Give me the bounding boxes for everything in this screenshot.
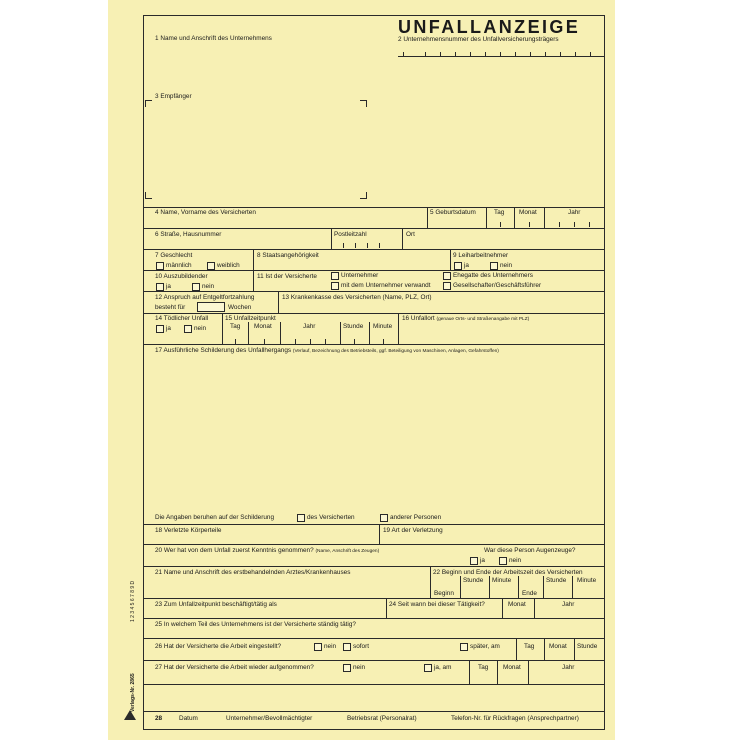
field-3-label: 3 Empfänger — [155, 93, 192, 100]
eingestellt-sofort-checkbox[interactable] — [343, 643, 351, 651]
birth-year-label: Jahr — [568, 209, 581, 216]
field-1-label: 1 Name und Anschrift des Unternehmens — [155, 35, 272, 42]
end-hour-label: Stunde — [546, 577, 567, 584]
field-11-label: 11 Ist der Versicherte — [257, 273, 317, 280]
since-month-label: Monat — [508, 601, 526, 608]
aufgenommen-ja-checkbox[interactable] — [424, 664, 432, 672]
eingestellt-sofort-label: sofort — [353, 643, 369, 650]
leiharbeitnehmer-nein-label: nein — [500, 262, 513, 269]
field-16-note: (genaue Orts- und Straßenangabe mit PLZ) — [436, 317, 530, 322]
leiharbeitnehmer-ja-label: ja — [464, 262, 469, 269]
augenzeuge-label: War diese Person Augenzeuge? — [484, 547, 576, 554]
field-17-note: (Verlauf, Bezeichnung des Betriebsteils, ggf. Beteiligung von Maschinen, Anlagen, Gefahrstoffen) — [292, 349, 499, 354]
since-year-label: Jahr — [562, 601, 575, 608]
unternehmer-checkbox[interactable] — [331, 272, 339, 280]
publisher-logo — [124, 710, 136, 720]
eingestellt-spaeter-checkbox[interactable] — [460, 643, 468, 651]
publisher-number: Verlags-Nr. 2865 — [130, 673, 136, 712]
toedlich-ja-checkbox[interactable] — [156, 325, 164, 333]
toedlich-nein-checkbox[interactable] — [184, 325, 192, 333]
field-20-label: 20 Wer hat von dem Unfall zuerst Kenntnis genommen? (Name, Anschrift des Zeugen) — [155, 547, 380, 554]
stopped-month-label: Monat — [549, 643, 567, 650]
ehegatte-label: Ehegatte des Unternehmers — [453, 272, 533, 279]
birth-month-label: Monat — [519, 209, 537, 216]
accident-year-label: Jahr — [303, 323, 316, 330]
field-4-label: 4 Name, Vorname des Versicherten — [155, 209, 256, 216]
telefon-label: Telefon-Nr. für Rückfragen (Ansprechpartner) — [451, 715, 579, 722]
field-2-line — [398, 56, 605, 57]
field-8-label: 8 Staatsangehörigkeit — [257, 252, 319, 259]
augenzeuge-nein-label: nein — [509, 557, 522, 564]
field-20-note: (Name, Anschrift des Zeugen) — [315, 549, 380, 554]
besteht-fuer-label: besteht für — [155, 304, 186, 311]
betriebsrat-label: Betriebsrat (Personalrat) — [347, 715, 417, 722]
ehegatte-checkbox[interactable] — [443, 272, 451, 280]
field-10-label: 10 Auszubildender — [155, 273, 208, 280]
stopped-hour-label: Stunde — [577, 643, 598, 650]
beginn-label: Beginn — [434, 590, 454, 597]
resumed-day-label: Tag — [478, 664, 489, 671]
field-19-label: 19 Art der Verletzung — [383, 527, 443, 534]
gesellschafter-checkbox[interactable] — [443, 282, 451, 290]
augenzeuge-nein-checkbox[interactable] — [499, 557, 507, 565]
field-6-label: 6 Straße, Hausnummer — [155, 231, 222, 238]
resumed-year-label: Jahr — [562, 664, 575, 671]
start-minute-label: Minute — [492, 577, 512, 584]
unternehmer-label: Unternehmer — [341, 272, 379, 279]
field-2-label: 2 Unternehmensnummer des Unfallversicherungsträgers — [398, 36, 559, 43]
eingestellt-spaeter-label: später, am — [470, 643, 500, 650]
field-9-label: 9 Leiharbeitnehmer — [453, 252, 509, 259]
field-14-label: 14 Tödlicher Unfall — [155, 315, 209, 322]
azubi-ja-label: ja — [166, 283, 171, 290]
field-13-label: 13 Krankenkasse des Versicherten (Name, PLZ, Ort) — [282, 294, 432, 301]
verwandt-label: mit dem Unternehmer verwandt — [341, 282, 431, 289]
male-label: männlich — [166, 262, 192, 269]
field-21-label: 21 Name und Anschrift des erstbehandelnden Arztes/Krankenhauses — [155, 569, 351, 576]
field-15-label: 15 Unfallzeitpunkt — [225, 315, 276, 322]
field-5-label: 5 Geburtsdatum — [430, 209, 476, 216]
aufgenommen-ja-label: ja, am — [434, 664, 452, 671]
birth-day-label: Tag — [494, 209, 505, 216]
toedlich-nein-label: nein — [194, 325, 207, 332]
resumed-month-label: Monat — [503, 664, 521, 671]
field-22-label: 22 Beginn und Ende der Arbeitszeit des Versicherten — [433, 569, 583, 576]
toedlich-ja-label: ja — [166, 325, 171, 332]
verwandt-checkbox[interactable] — [331, 282, 339, 290]
azubi-nein-checkbox[interactable] — [192, 283, 200, 291]
field-26-label: 26 Hat der Versicherte die Arbeit eingestellt? — [155, 643, 282, 650]
eingestellt-nein-label: nein — [324, 643, 337, 650]
anderer-personen-label: anderer Personen — [390, 514, 442, 521]
des-versicherten-checkbox[interactable] — [297, 514, 305, 522]
field-24-label: 24 Seit wann bei dieser Tätigkeit? — [389, 601, 485, 608]
field-23-label: 23 Zum Unfallzeitpunkt beschäftigt/tätig als — [155, 601, 277, 608]
aufgenommen-nein-label: nein — [353, 664, 366, 671]
accident-hour-label: Stunde — [343, 323, 364, 330]
city-label: Ort — [406, 231, 415, 238]
ende-label: Ende — [522, 590, 537, 597]
male-checkbox[interactable] — [156, 262, 164, 270]
leiharbeitnehmer-nein-checkbox[interactable] — [490, 262, 498, 270]
augenzeuge-ja-label: ja — [480, 557, 485, 564]
weeks-label: Wochen — [228, 304, 252, 311]
gesellschafter-label: Gesellschafter/Geschäftsführer — [453, 282, 542, 289]
eingestellt-nein-checkbox[interactable] — [314, 643, 322, 651]
side-code: 1 2 3 4 5 6 7 8 9 D — [130, 580, 136, 622]
azubi-nein-label: nein — [202, 283, 215, 290]
field-17-label: 17 Ausführliche Schilderung des Unfallhergangs (Verlauf, Bezeichnung des Betriebsteils, ggf. Beteiligung von Maschinen, Anlagen, Gefahrstoffen) — [155, 347, 499, 354]
end-minute-label: Minute — [577, 577, 597, 584]
aufgenommen-nein-checkbox[interactable] — [343, 664, 351, 672]
start-hour-label: Stunde — [463, 577, 484, 584]
field-12-label: 12 Anspruch auf Entgeltfortzahlung — [155, 294, 255, 301]
female-checkbox[interactable] — [207, 262, 215, 270]
weeks-input[interactable] — [197, 302, 225, 312]
angaben-label: Die Angaben beruhen auf der Schilderung — [155, 514, 275, 521]
postal-code-label: Postleitzahl — [334, 231, 367, 238]
accident-minute-label: Minute — [373, 323, 393, 330]
datum-label: Datum — [179, 715, 198, 722]
anderer-personen-checkbox[interactable] — [380, 514, 388, 522]
field-25-label: 25 In welchem Teil des Unternehmens ist der Versicherte ständig tätig? — [155, 621, 356, 628]
leiharbeitnehmer-ja-checkbox[interactable] — [454, 262, 462, 270]
azubi-ja-checkbox[interactable] — [156, 283, 164, 291]
field-18-label: 18 Verletzte Körperteile — [155, 527, 222, 534]
female-label: weiblich — [217, 262, 240, 269]
unternehmer-bev-label: Unternehmer/Bevollmächtigter — [226, 715, 313, 722]
field-28-label: 28 — [155, 715, 163, 722]
stopped-day-label: Tag — [524, 643, 535, 650]
field-7-label: 7 Geschlecht — [155, 252, 193, 259]
field-27-label: 27 Hat der Versicherte die Arbeit wieder aufgenommen? — [155, 664, 314, 671]
accident-month-label: Monat — [254, 323, 272, 330]
augenzeuge-ja-checkbox[interactable] — [470, 557, 478, 565]
page-title: UNFALLANZEIGE — [398, 17, 581, 37]
field-16-label: 16 Unfallort (genaue Orts- und Straßenangabe mit PLZ) — [402, 315, 530, 322]
accident-day-label: Tag — [230, 323, 241, 330]
des-versicherten-label: des Versicherten — [307, 514, 355, 521]
